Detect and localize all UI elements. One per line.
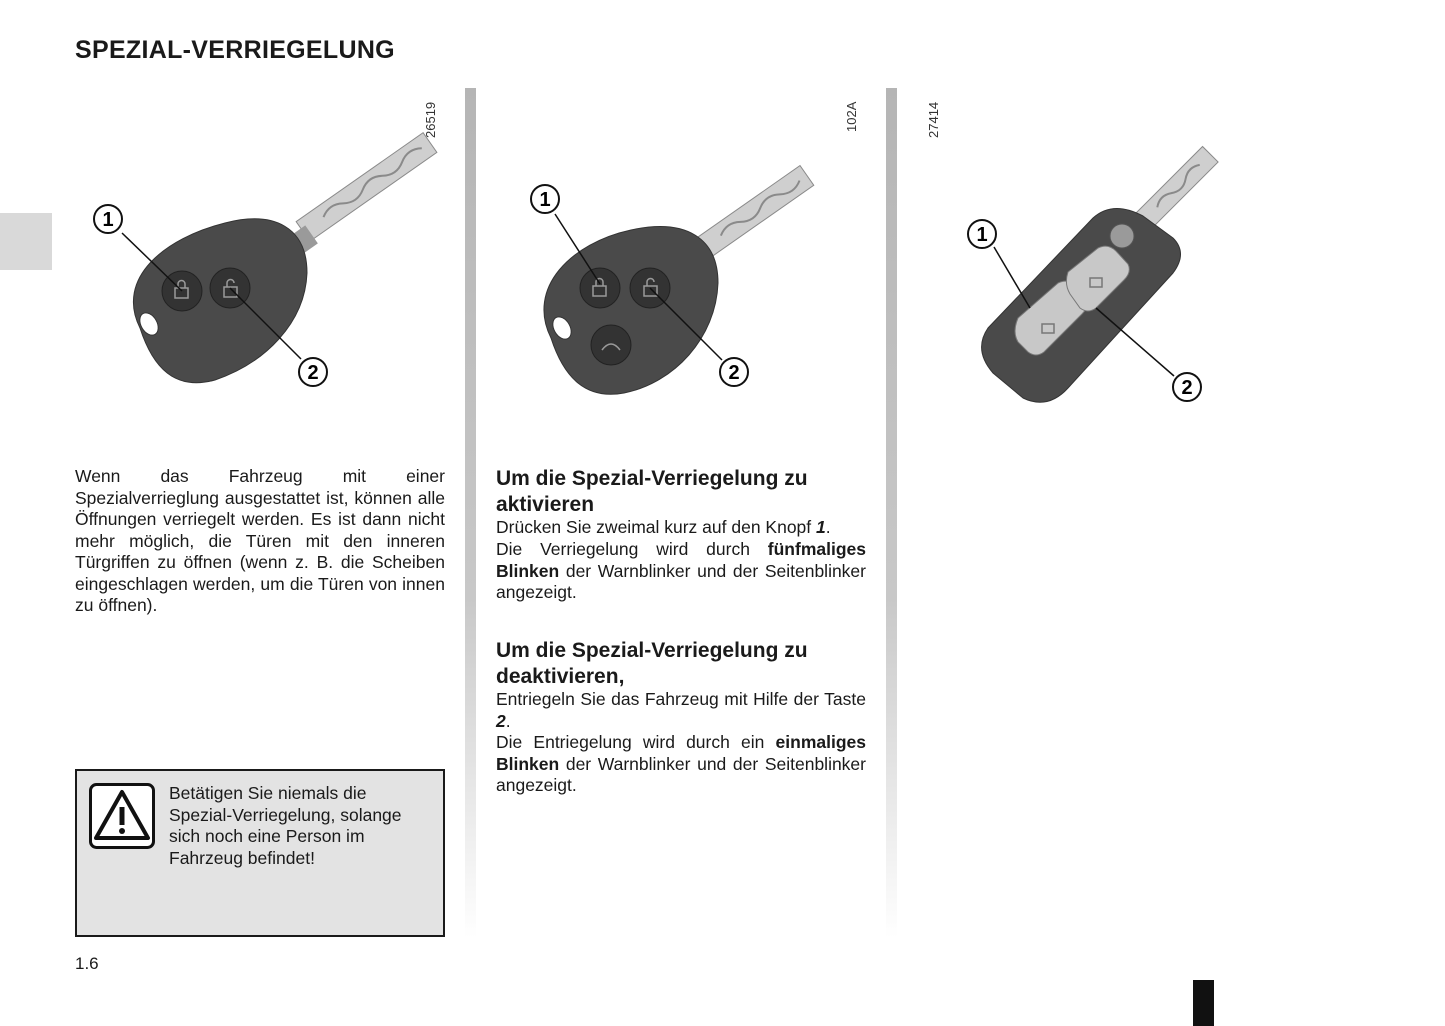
callout-1: 1: [539, 189, 551, 211]
key-illustration: [75, 88, 455, 418]
callout-1: 1: [102, 209, 114, 231]
page-title: SPEZIAL-VERRIEGELUNG: [75, 36, 395, 64]
activate-step: Drücken Sie zweimal kurz auf den Knopf 1.: [496, 517, 831, 537]
key-reference: 1: [816, 517, 826, 537]
figure-key-two-buttons: [75, 88, 455, 418]
deactivate-step: Entriegeln Sie das Fahrzeug mit Hilfe der Taste 2.: [496, 689, 866, 731]
key-illustration: [496, 88, 876, 418]
deactivate-heading: Um die Spezial-Verriegelung zu deaktivieren,: [496, 639, 808, 688]
callout-2: 2: [1181, 377, 1193, 399]
callout-2: 2: [728, 362, 740, 384]
bold-phrase: einmaliges Blinken: [496, 732, 866, 774]
warning-box: [75, 769, 445, 937]
intro-paragraph: Wenn das Fahrzeug mit einer Spezialverrieglung ausgestattet ist, können alle Öffnungen verriegelt werden. Es ist dann nicht mehr möglich, die Türen mit den inneren Türgriffen zu öffnen (wenn z. B. die Scheiben eingeschlagen werden, um die Türen von innen zu öffnen).: [75, 466, 445, 615]
key-reference: 2: [496, 710, 506, 731]
figure-key-three-buttons: [496, 88, 876, 418]
warning-icon: [89, 783, 155, 849]
key-illustration: [918, 88, 1298, 418]
section-tab: [0, 213, 52, 270]
figure-code: 102A: [844, 101, 859, 132]
figure-code: 27414: [926, 101, 941, 138]
key-fob-body: [544, 227, 718, 395]
activate-indication: Die Verriegelung wird durch fünfmaliges Blinken der Warnblinker und der Seitenblinker angezeigt.: [496, 539, 866, 602]
warning-text: Betätigen Sie niemals die Spezial-Verriegelung, solange sich noch eine Person im Fahrzeug befindet!: [169, 783, 402, 868]
page-number: 1.6: [75, 954, 99, 973]
trunk-button: [591, 325, 631, 365]
callout-2: 2: [307, 362, 319, 384]
bold-phrase: fünfmaliges Blinken: [496, 539, 866, 581]
page-edge-marker: [1193, 980, 1214, 1026]
callout-1: 1: [976, 224, 988, 246]
column-separator: [886, 88, 897, 938]
column-separator: [465, 88, 476, 938]
lock-button: [580, 268, 620, 308]
release-button: [1110, 224, 1134, 248]
activate-heading: Um die Spezial-Verriegelung zu aktivieren: [496, 467, 808, 516]
figure-code: 26519: [423, 101, 438, 138]
deactivate-indication: Die Entriegelung wird durch ein einmaliges Blinken der Warnblinker und der Seitenblinker angezeigt.: [496, 732, 866, 795]
figure-folding-key: [918, 88, 1298, 418]
